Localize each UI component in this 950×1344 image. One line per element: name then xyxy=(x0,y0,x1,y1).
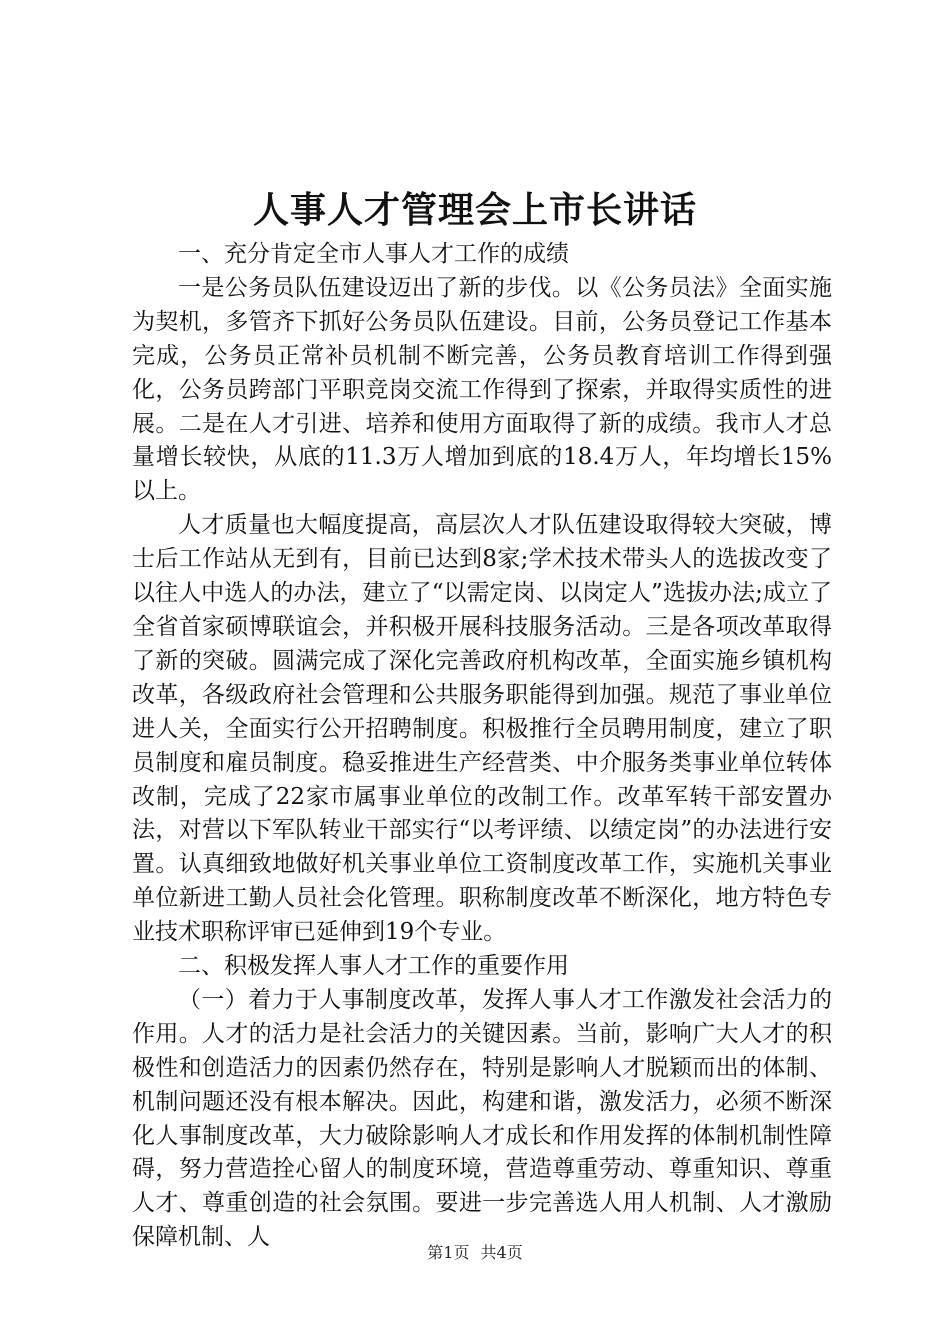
section-heading-2: 二、积极发挥人事人才工作的重要作用 xyxy=(178,953,569,980)
body-paragraph-1: 一是公务员队伍建设迈出了新的步伐。以《公务员法》全面实施为契机，多管齐下抓好公务员队伍建设。目前，公务员登记工作基本完成，公务员正常补员机制不断完善，公务员教育培训工作得到强化，公务员跨部门平职竞岗交流工作得到了探索，并取得实质性的进展。二是在人才引进、培养和使用方面取得了新的成绩。我市人才总量增长较快，从底的11.3万人增加到底的18.4万人，年均增长15%以上。 xyxy=(132,274,832,505)
page-count: 共4页 xyxy=(480,1243,523,1262)
page-footer xyxy=(0,1241,950,1265)
document-body xyxy=(132,238,832,1255)
page-number: 第1页 xyxy=(427,1243,470,1262)
document-title: 人事人才管理会上市长讲话 xyxy=(252,189,697,231)
section-heading-1: 一、充分肯定全市人事人才工作的成绩 xyxy=(178,241,569,267)
body-paragraph-2: 人才质量也大幅度提高，高层次人才队伍建设取得较大突破，博士后工作站从无到有，目前已达到8家;学术技术带头人的选拔改变了以往人中选人的办法，建立了“以需定岗、以岗定人”选拔办法;成立了全省首家硕博联谊会，并积极开展科技服务活动。三是各项改革取得了新的突破。圆满完成了深化完善政府机构改革，全面实施乡镇机构改革，各级政府社会管理和公共服务职能得到加强。规范了事业单位进人关，全面实行公开招聘制度。积极推行全员聘用制度，建立了职员制度和雇员制度。稳妥推进生产经营类、中介服务类事业单位转体改制，完成了22家市属事业单位的改制工作。改革军转干部安置办法，对营以下军队转业干部实行“以考评绩、以绩定岗”的办法进行安置。认真细致地做好机关事业单位工资制度改革工作，实施机关事业单位新进工勤人员社会化管理。职称制度改革不断深化，地方特色专业技术职称评审已延伸到19个专业。 xyxy=(132,512,832,946)
body-paragraph-3: （一）着力于人事制度改革，发挥人事人才工作激发社会活力的作用。人才的活力是社会活力的关键因素。当前，影响广大人才的积极性和创造活力的因素仍然存在，特别是影响人才脱颖而出的体制、机制问题还没有根本解决。因此，构建和谐，激发活力，必须不断深化人事制度改革，大力破除影响人才成长和作用发挥的体制机制性障碍，努力营造拴心留人的制度环境，营造尊重劳动、尊重知识、尊重人才、尊重创造的社会氛围。要进一步完善选人用人机制、人才激励保障机制、人 xyxy=(132,986,832,1251)
